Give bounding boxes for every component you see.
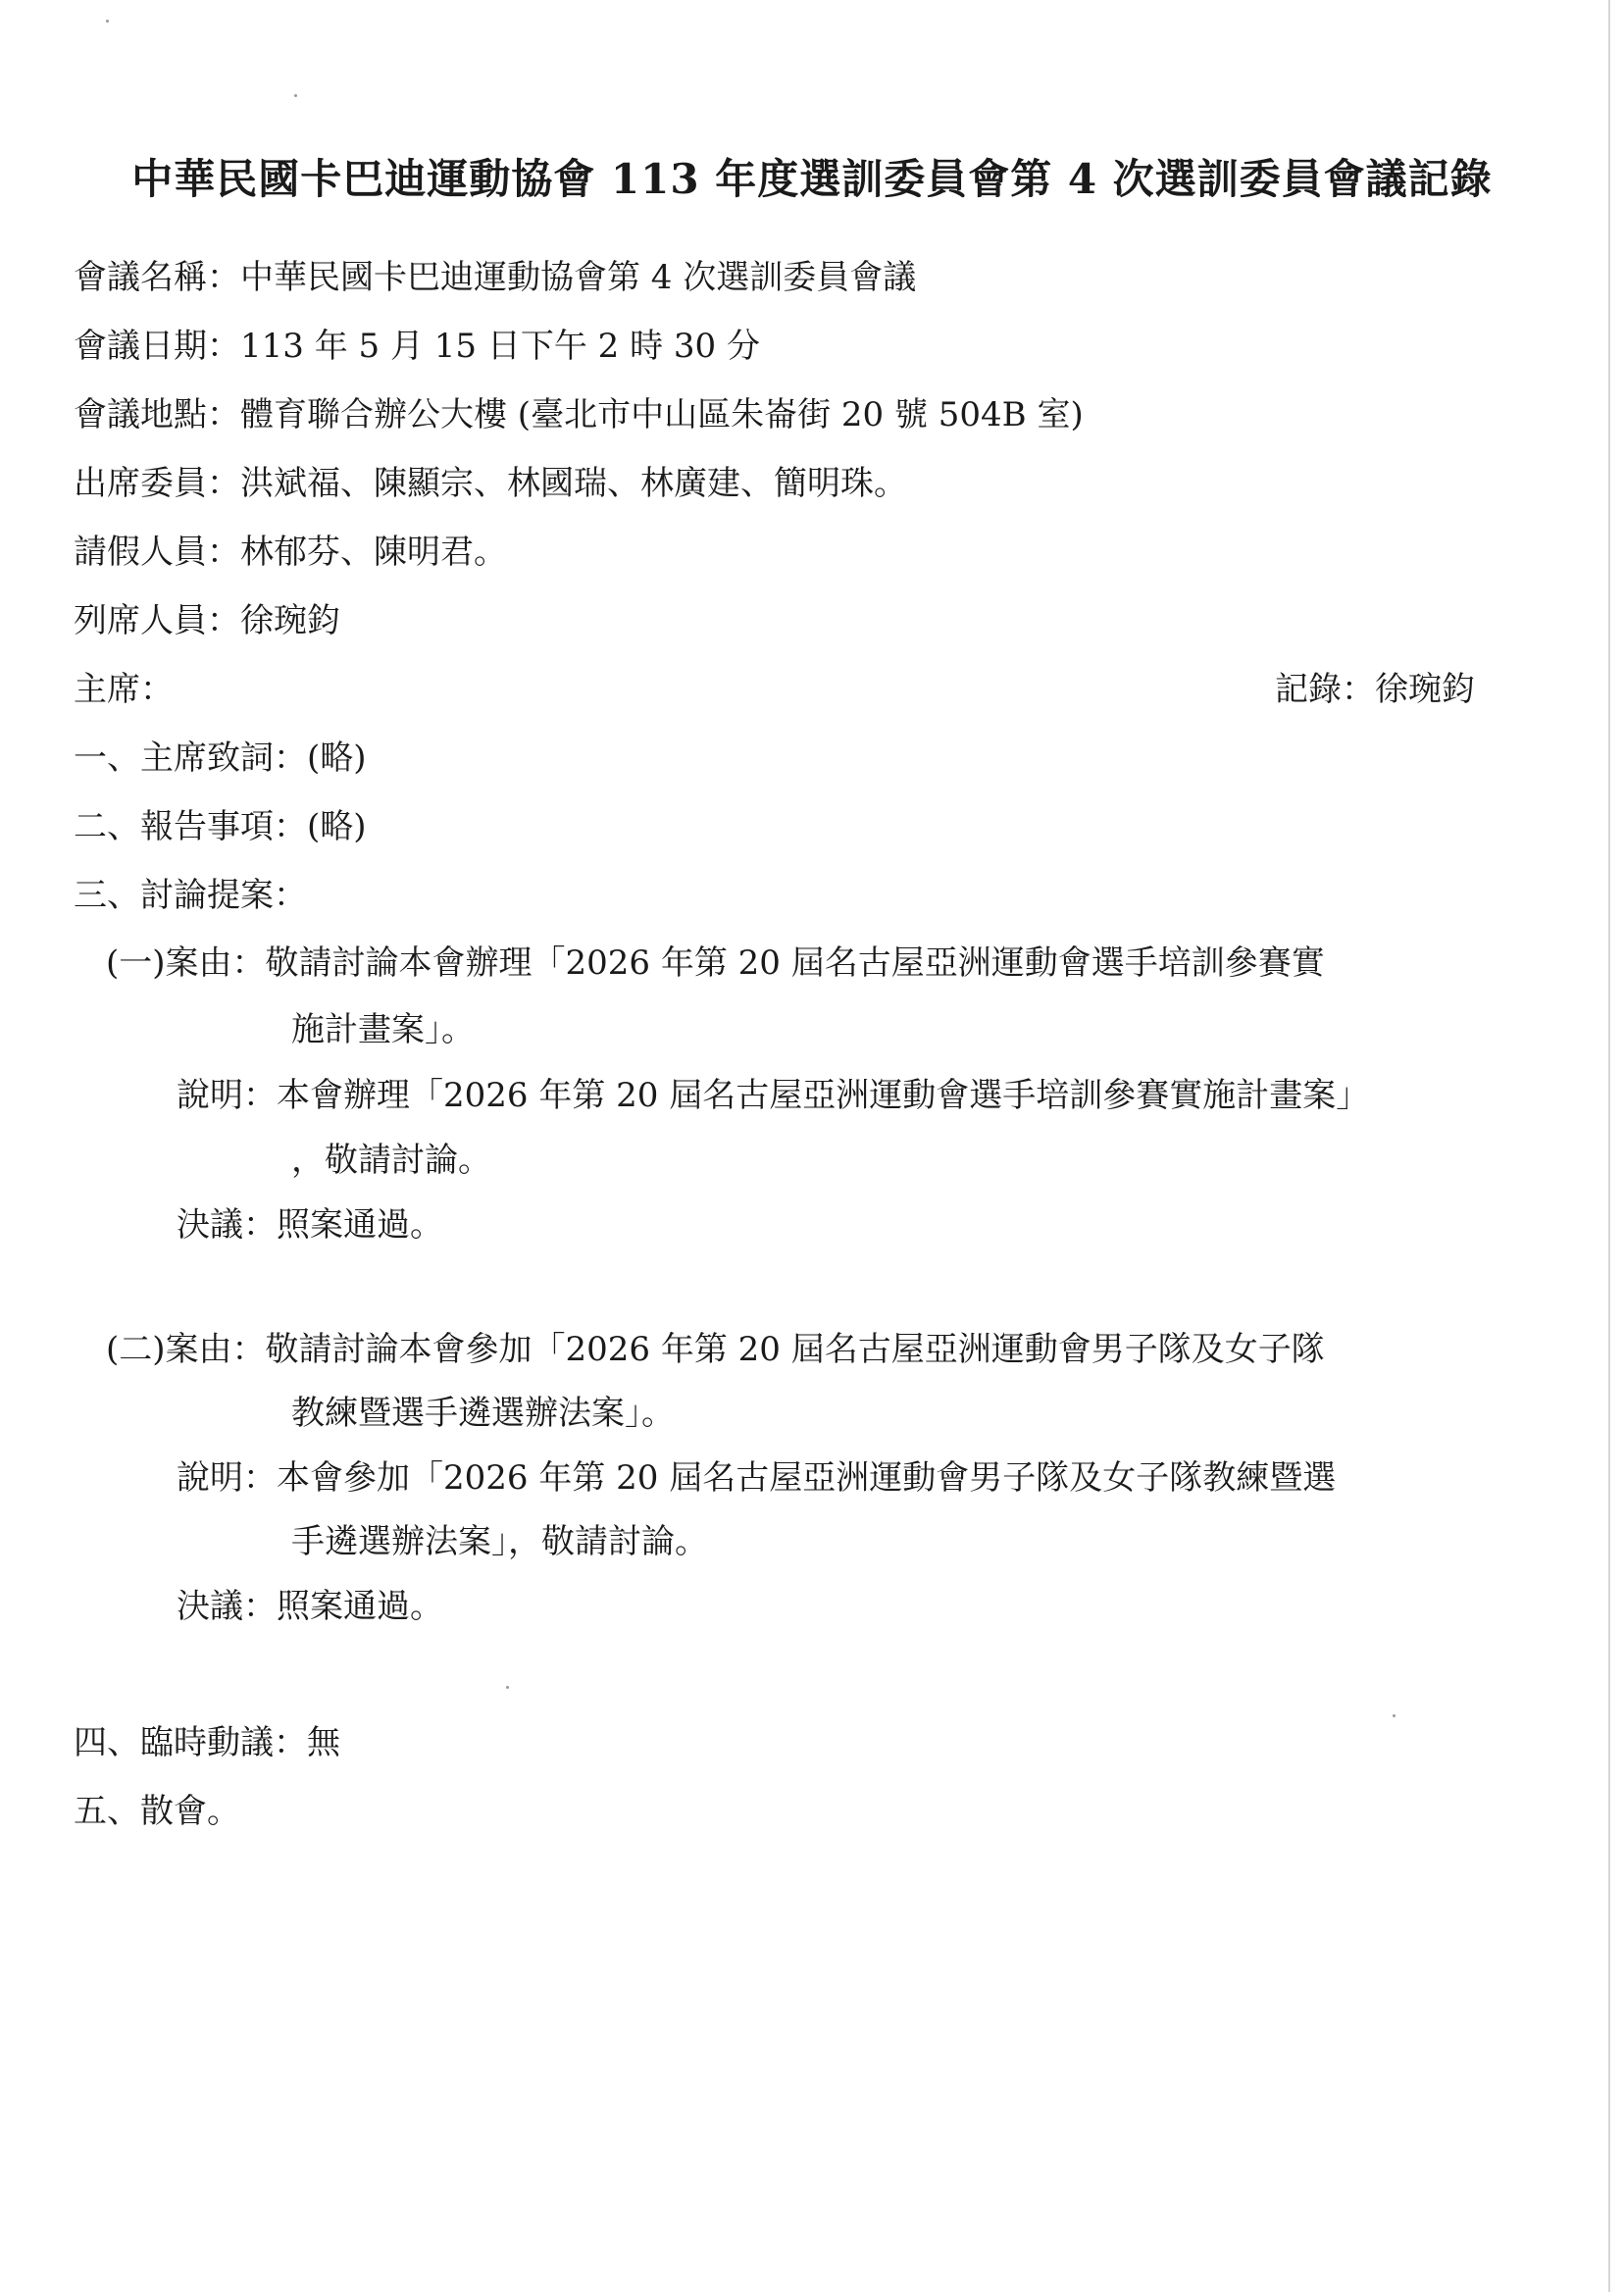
attendees-value: 洪斌福、陳顯宗、林國瑞、林廣建、簡明珠。 xyxy=(240,464,907,503)
absent-row xyxy=(74,533,507,572)
proposal-1-reason-text: 敬請討論本會辦理「2026 年第 20 屆名古屋亞洲運動會選手培訓參賽實 xyxy=(265,943,1325,983)
proposal-2-explain-cont: 手遴選辦法案」，敬請討論。 xyxy=(291,1522,708,1561)
meeting-location-value: 體育聯合辦公大樓 (臺北市中山區朱崙街 20 號 504B 室) xyxy=(240,395,1084,434)
chair-row xyxy=(74,670,174,709)
absent-value: 林郁芬、陳明君。 xyxy=(240,533,507,572)
proposal-1-resolution xyxy=(177,1205,443,1245)
meeting-date-row xyxy=(74,327,760,366)
proposal-1-reason-label: (一)案由： xyxy=(106,943,266,983)
proposal-1-reason-cont: 施計畫案」。 xyxy=(291,1010,475,1049)
proposal-2-explain-label: 說明： xyxy=(177,1458,277,1498)
proposal-1-resolution-text: 照案通過。 xyxy=(277,1205,443,1245)
meeting-name-label: 會議名稱： xyxy=(74,258,240,297)
recorder-label: 記錄： xyxy=(1275,670,1375,709)
attendees-row xyxy=(74,464,907,503)
proposal-2-reason-cont: 教練暨選手遴選辦法案」。 xyxy=(291,1394,675,1433)
proposal-2-resolution-text: 照案通過。 xyxy=(277,1587,443,1626)
scan-edge-line xyxy=(1608,0,1610,2292)
proposal-2-explain xyxy=(177,1458,1336,1498)
scan-speck xyxy=(506,1686,509,1689)
meeting-location-row xyxy=(74,395,1084,434)
observers-label: 列席人員： xyxy=(74,601,240,640)
proposal-1-reason xyxy=(106,943,1325,983)
scan-speck xyxy=(106,20,109,23)
observers-row xyxy=(74,601,340,640)
page-title: 中華民國卡巴迪運動協會 113 年度選訓委員會第 4 次選訓委員會議記錄 xyxy=(131,155,1493,203)
proposal-2-reason-text: 敬請討論本會參加「2026 年第 20 屆名古屋亞洲運動會男子隊及女子隊 xyxy=(265,1330,1325,1369)
proposal-2-explain-text: 本會參加「2026 年第 20 屆名古屋亞洲運動會男子隊及女子隊教練暨選 xyxy=(277,1458,1337,1498)
observers-value: 徐琬鈞 xyxy=(240,601,340,640)
section-report-items: 二、報告事項：(略) xyxy=(74,807,367,846)
meeting-location-label: 會議地點： xyxy=(74,395,240,434)
proposal-2-resolution xyxy=(177,1587,443,1626)
proposal-1-explain-cont: ，敬請討論。 xyxy=(291,1141,491,1180)
meeting-name-row xyxy=(74,258,916,297)
absent-label: 請假人員： xyxy=(74,533,240,572)
meeting-name-value: 中華民國卡巴迪運動協會第 4 次選訓委員會議 xyxy=(240,258,917,297)
proposal-1-resolution-label: 決議： xyxy=(177,1205,277,1245)
section-extempore-motions: 四、臨時動議：無 xyxy=(74,1723,340,1762)
chair-label: 主席： xyxy=(74,670,174,709)
section-chair-remarks: 一、主席致詞：(略) xyxy=(74,739,367,778)
section-adjournment: 五、散會。 xyxy=(74,1792,240,1831)
recorder-value: 徐琬鈞 xyxy=(1375,670,1475,709)
proposal-2-resolution-label: 決議： xyxy=(177,1587,277,1626)
proposal-1-explain xyxy=(177,1076,1369,1115)
proposal-1-explain-label: 說明： xyxy=(177,1076,277,1115)
proposal-1-explain-text: 本會辦理「2026 年第 20 屆名古屋亞洲運動會選手培訓參賽實施計畫案」 xyxy=(277,1076,1370,1115)
scan-speck xyxy=(294,94,297,97)
attendees-label: 出席委員： xyxy=(74,464,240,503)
scan-speck xyxy=(1393,1714,1396,1717)
meeting-date-value: 113 年 5 月 15 日下午 2 時 30 分 xyxy=(240,327,760,366)
proposal-2-reason xyxy=(106,1330,1325,1369)
meeting-date-label: 會議日期： xyxy=(74,327,240,366)
section-discussion: 三、討論提案： xyxy=(74,876,307,915)
proposal-2-reason-label: (二)案由： xyxy=(106,1330,266,1369)
recorder-row xyxy=(1275,670,1475,709)
